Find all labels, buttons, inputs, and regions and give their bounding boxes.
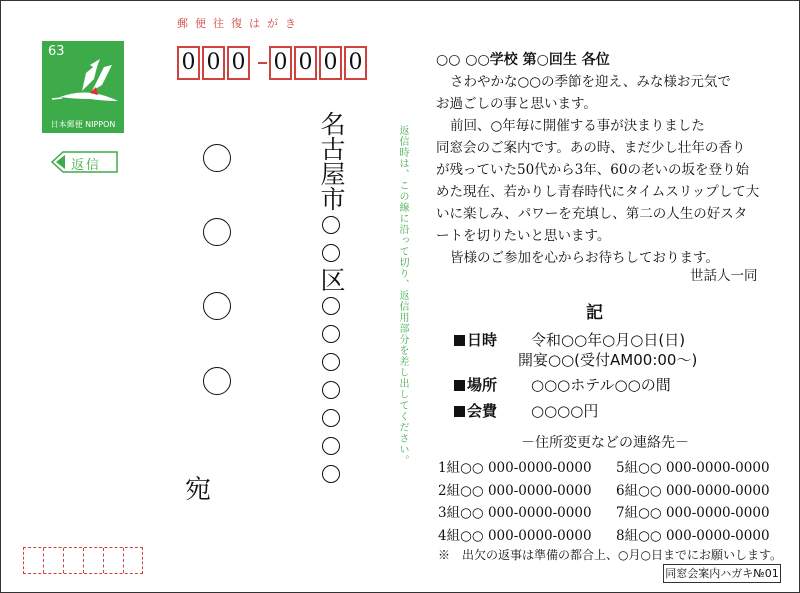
message-line: めた現在、若かりし青春時代にタイムスリップして大 — [436, 184, 760, 200]
reply-label: 返信 — [71, 158, 102, 173]
postage-stamp — [42, 41, 124, 133]
invitation-message — [436, 49, 776, 269]
stamp-label: 日本郵便 NIPPON — [50, 120, 116, 129]
customer-barcode-area — [23, 547, 143, 574]
square-bullet-icon — [454, 380, 465, 391]
sender-placeholder-circle — [203, 218, 231, 246]
zip-digit[interactable]: 0 — [202, 46, 225, 80]
zip-digit[interactable]: 0 — [294, 46, 317, 80]
detail-fee: 会費 ○○○○円 — [454, 400, 598, 421]
message-line: さわやかな○○の季節を迎え、みな様お元気で — [450, 74, 731, 90]
form-number: 同窓会案内ハガキ№01 — [663, 564, 781, 583]
detail-date: 日時 令和○○年○月○日(日) — [454, 329, 685, 350]
signature: 世話人一同 — [690, 268, 758, 284]
sender-placeholder-circle — [203, 144, 231, 172]
contact-entry: 7組○○ 000-0000-0000 — [616, 505, 770, 521]
contact-entry: 2組○○ 000-0000-0000 — [438, 483, 592, 499]
contact-entry: 5組○○ 000-0000-0000 — [616, 460, 770, 476]
addressee-suffix: 宛 — [185, 475, 212, 505]
zip-digit[interactable]: 0 — [344, 46, 367, 80]
sender-placeholder-circle — [203, 367, 231, 395]
zip-digit[interactable]: 0 — [269, 46, 292, 80]
contact-entry: 1組○○ 000-0000-0000 — [438, 460, 592, 476]
contact-title: －住所変更などの連絡先－ — [521, 435, 689, 451]
detail-place: 場所 ○○○ホテル○○の間 — [454, 374, 671, 395]
cut-line-instruction: 返信時は、この線に沿って切り、返信用部分を差し出してください。 — [397, 125, 408, 466]
reply-badge — [51, 151, 119, 173]
message-line: ートを切りたいと思います。 — [436, 228, 611, 244]
contact-entry: 8組○○ 000-0000-0000 — [616, 528, 770, 544]
square-bullet-icon — [454, 406, 465, 417]
address-city: 名古屋市 — [317, 111, 346, 211]
ki-heading: 記 — [586, 303, 603, 323]
message-line: いに楽しみ、パワーを充填し、第二の人生の好スタ — [436, 206, 748, 222]
zip-separator — [258, 62, 267, 64]
square-bullet-icon — [454, 335, 465, 346]
address-ward: 区 — [317, 267, 346, 292]
contact-entry: 3組○○ 000-0000-0000 — [438, 505, 592, 521]
sender-placeholder-circle — [203, 292, 231, 320]
contact-entry: 4組○○ 000-0000-0000 — [438, 528, 592, 544]
postal-header: 郵便往復はがき — [177, 17, 303, 30]
contact-entry: 6組○○ 000-0000-0000 — [616, 483, 770, 499]
reply-deadline-note: ※ 出欠の返事は準備の都合上、○月○日までにお願いします。 — [438, 548, 782, 562]
message-line: 皆様のご参加を心からお待ちしております。 — [450, 250, 719, 266]
message-heading: ○○ ○○学校 第○回生 各位 — [436, 52, 610, 68]
message-line: が残っていた50代から3年、60の老いの坂を登り始 — [436, 162, 749, 178]
message-line: お過ごしの事と思います。 — [436, 96, 597, 112]
message-line: 前回、○年毎に開催する事が決まりました — [450, 118, 705, 134]
zip-digit[interactable]: 0 — [227, 46, 250, 80]
stamp-value: 63 — [48, 44, 65, 59]
detail-open-time: 開宴○○(受付AM00:00～) — [518, 351, 698, 369]
zip-digit[interactable]: 0 — [319, 46, 342, 80]
message-line: 同窓会のご案内です。あの時、まだ少し壮年の香り — [436, 140, 746, 156]
crane-icon — [46, 55, 122, 117]
addressee-address — [317, 111, 346, 488]
zip-digit[interactable]: 0 — [177, 46, 200, 80]
